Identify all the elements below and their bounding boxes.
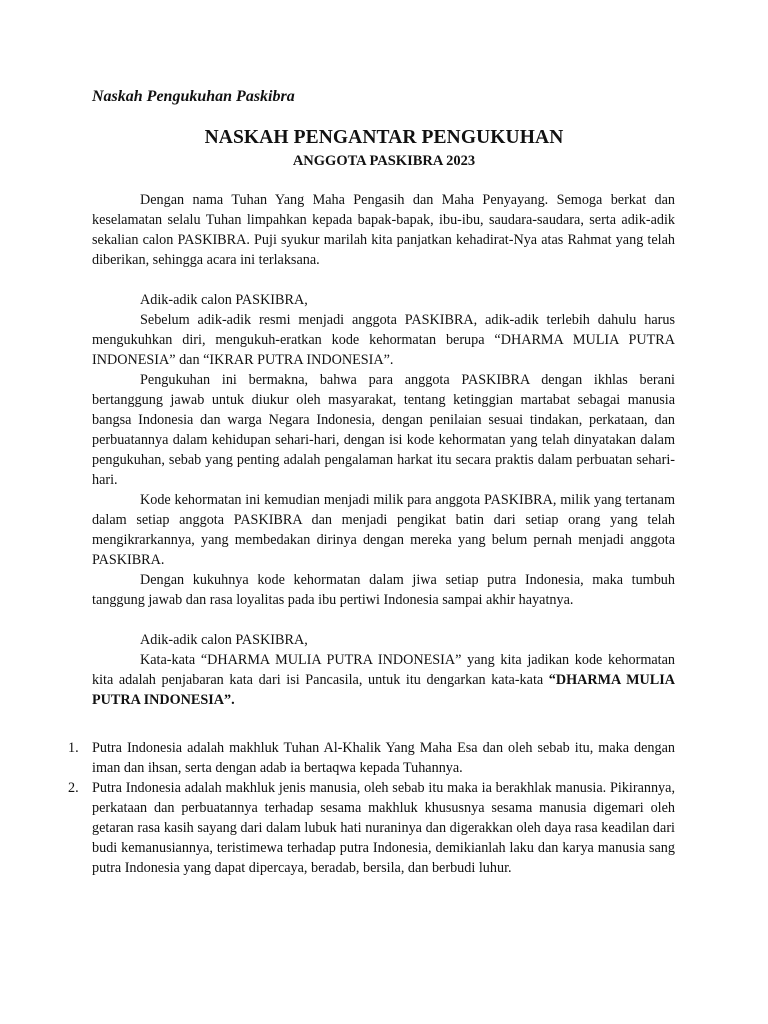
list-item-number: 1. xyxy=(68,740,79,756)
document-subtitle: ANGGOTA PASKIBRA 2023 xyxy=(292,153,476,169)
document-body xyxy=(92,190,675,710)
paragraph-meaning: Pengukuhan ini bermakna, bahwa para anggota PASKIBRA dengan ikhlas berani bertanggung jawab untuk diukur oleh masyarakat, tentang ketinggian martabat sebagai manusia bangsa Indonesia dan warga Negara Indonesia, dengan penilaian sesuai tindakan, perkataan, dan perbuatannya dalam kehidupan sehari-hari, dengan isi kode kehormatan yang telah dinyatakan dalam pengukuhan, sebab yang penting adalah pengalaman harkat itu secara praktis dalam perbuatan sehari-hari. xyxy=(92,372,675,488)
document-header-label: Naskah Pengukuhan Paskibra xyxy=(92,88,295,105)
salutation-paragraph-2: Adik-adik calon PASKIBRA, xyxy=(140,632,308,648)
paragraph-honor-code: Kode kehormatan ini kemudian menjadi milik para anggota PASKIBRA, milik yang tertanam dalam setiap anggota PASKIBRA dan menjadi pengikat batin dari setiap orang yang telah mengikrarkannya, yang membedakan dirinya dengan mereka yang belum pernah menjadi anggota PASKIBRA. xyxy=(92,492,675,568)
list-item xyxy=(68,778,675,878)
document-title: NASKAH PENGANTAR PENGUKUHAN xyxy=(204,127,564,148)
list-item-text: Putra Indonesia adalah makhluk Tuhan Al-Khalik Yang Maha Esa dan oleh sebab itu, maka dengan iman dan ihsan, serta dengan adab ia bertaqwa kepada Tuhannya. xyxy=(92,740,675,776)
paragraph-gap xyxy=(92,610,675,630)
opening-paragraph: Dengan nama Tuhan Yang Maha Pengasih dan Maha Penyayang. Semoga berkat dan keselamatan selalu Tuhan limpahkan kepada bapak-bapak, ibu-ibu, saudara-saudara, serta adik-adik sekalian calon PASKIBRA. Puji syukur marilah kita panjatkan kehadirat-Nya atas Rahmat yang telah diberikan, sehingga acara ini terlaksana. xyxy=(92,192,675,268)
paragraph-dharma-intro xyxy=(92,650,675,710)
dharma-intro-text: Kata-kata “DHARMA MULIA PUTRA INDONESIA” yang kita jadikan kode kehormatan kita adalah penjabaran kata dari isi Pancasila, untuk itu dengarkan kata-kata xyxy=(92,652,675,688)
dharma-intro-bold: “DHARMA MULIA PUTRA INDONESIA”. xyxy=(92,672,675,708)
list-item xyxy=(68,738,675,778)
salutation-paragraph-1: Adik-adik calon PASKIBRA, xyxy=(140,292,308,308)
list-item-text: Putra Indonesia adalah makhluk jenis manusia, oleh sebab itu maka ia berakhlak manusia. Pikirannya, perkataan dan perbuatannya terhadap sesama makhluk khususnya sesama manusia digemari oleh getaran rasa kasih sayang dari dalam lubuk hati nuraninya dan digerakkan oleh daya rasa keadilan dari budi kemanusiannya, teristimewa terhadap putra Indonesia, demikianlah laku dan karya manusia sang putra Indonesia yang dapat dipercaya, beradab, bersila, dan berbudi luhur. xyxy=(92,780,675,876)
paragraph-gap xyxy=(92,270,675,290)
paragraph-loyalty: Dengan kukuhnya kode kehormatan dalam jiwa setiap putra Indonesia, maka tumbuh tanggung jawab dan rasa loyalitas pada ibu pertiwi Indonesia sampai akhir hayatnya. xyxy=(92,572,675,608)
list-item-number: 2. xyxy=(68,780,79,796)
dharma-points-list xyxy=(68,738,675,878)
paragraph-before-inauguration: Sebelum adik-adik resmi menjadi anggota PASKIBRA, adik-adik terlebih dahulu harus mengukuhkan diri, mengukuh-eratkan kode kehormatan berupa “DHARMA MULIA PUTRA INDONESIA” dan “IKRAR PUTRA INDONESIA”. xyxy=(92,312,675,368)
